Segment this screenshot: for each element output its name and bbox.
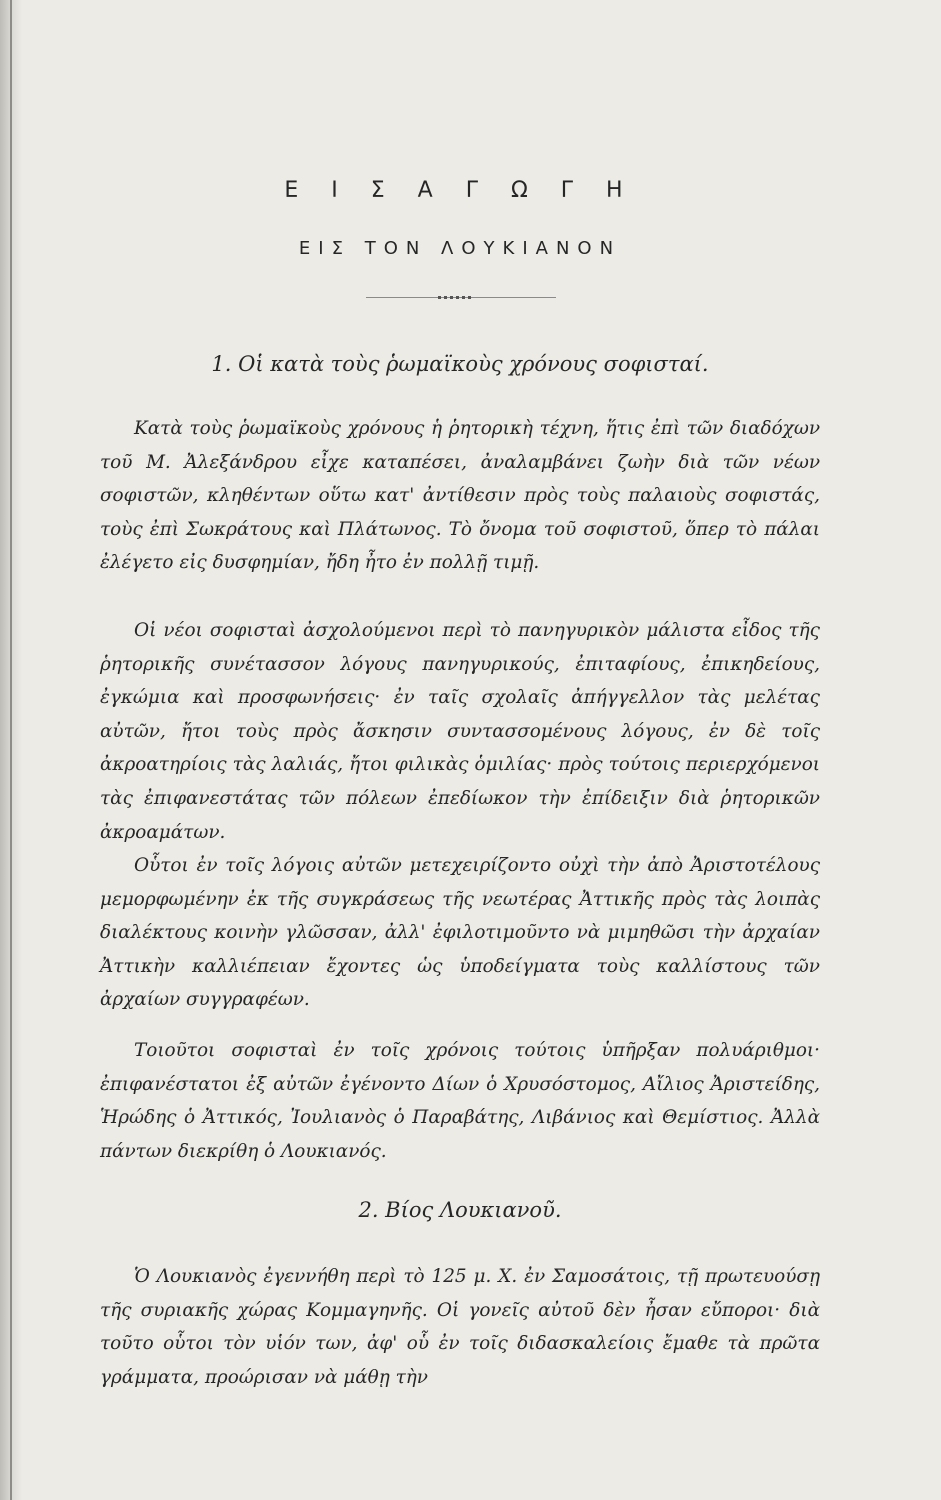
page-subtitle: ΕΙΣ ΤΟΝ ΛΟΥΚΙΑΝΟΝ xyxy=(298,238,622,259)
page-title: Ε Ι Σ Α Γ Ω Γ Η xyxy=(284,178,636,203)
section-1-paragraph-2 xyxy=(100,614,820,849)
paragraph-text: Οὗτοι ἐν τοῖς λόγοις αὐτῶν μετεχειρίζοντο οὐχὶ τὴν ἀπὸ Ἀριστοτέλους μεμορφωμένην ἐκ τῆς συγκράσεως τῆς νεωτέρας Ἀττικῆς πρὸς τὰς λοιπὰς διαλέκτους κοινὴν γλῶσσαν, ἀλλ' ἐφιλοτιμοῦντο νὰ μιμηθῶσι τὴν ἀρχαίαν Ἀττικὴν καλλιέπειαν ἔχοντες ὡς ὑποδείγματα τοὺς καλλίστους τῶν ἀρχαίων συγγραφέων. xyxy=(100,855,820,1011)
paragraph-text: Ὁ Λουκιανὸς ἐγεννήθη περὶ τὸ 125 μ. Χ. ἐν Σαμοσάτοις, τῇ πρωτευούσῃ τῆς συριακῆς χώρας Κομμαγηνῆς. Οἱ γονεῖς αὐτοῦ δὲν ἦσαν εὔποροι· διὰ τοῦτο οὗτοι τὸν υἱόν των, ἀφ' οὗ ἐν τοῖς διδασκαλείοις ἔμαθε τὰ πρῶτα γράμματα, προώρισαν νὰ μάθῃ τὴν xyxy=(100,1266,820,1388)
section-1-heading: 1. Οἱ κατὰ τοὺς ῥωμαϊκοὺς χρόνους σοφισταί. xyxy=(211,352,709,376)
section-1-paragraph-3 xyxy=(100,849,820,1017)
book-page xyxy=(90,0,830,1500)
section-1-paragraph-4 xyxy=(100,1034,820,1168)
page-binding-edge xyxy=(0,0,22,1500)
paragraph-text: Οἱ νέοι σοφισταὶ ἀσχολούμενοι περὶ τὸ πανηγυρικὸν μάλιστα εἶδος τῆς ῥητορικῆς συνέτασσον λόγους πανηγυρικούς, ἐπιταφίους, ἐπικηδείους, ἐγκώμια καὶ προσφωνήσεις· ἐν ταῖς σχολαῖς ἀπήγγελλον τὰς μελέτας αὐτῶν, ἤτοι τοὺς πρὸς ἄσκησιν συντασσομένους λόγους, ἐν δὲ τοῖς ἀκροατηρίοις τὰς λαλιάς, ἤτοι φιλικὰς ὁμιλίας· πρὸς τούτοις περιερχόμενοι τὰς ἐπιφανεστάτας τῶν πόλεων ἐπεδίωκον τὴν ἐπίδειξιν διὰ ῥητορικῶν ἀκροαμάτων. xyxy=(100,620,820,843)
section-2-paragraph-1 xyxy=(100,1260,820,1394)
section-2-heading: 2. Βίος Λουκιανοῦ. xyxy=(358,1198,562,1222)
paragraph-text: Κατὰ τοὺς ῥωμαϊκοὺς χρόνους ἡ ῥητορικὴ τέχνη, ἥτις ἐπὶ τῶν διαδόχων τοῦ Μ. Ἀλεξάνδρου εἶχε καταπέσει, ἀναλαμβάνει ζωὴν διὰ τῶν νέων σοφιστῶν, κληθέντων οὕτω κατ' ἀντίθεσιν πρὸς τοὺς παλαιοὺς σοφιστάς, τοὺς ἐπὶ Σωκράτους καὶ Πλάτωνος. Τὸ ὄνομα τοῦ σοφιστοῦ, ὅπερ τὸ πάλαι ἐλέγετο εἰς δυσφημίαν, ἤδη ἦτο ἐν πολλῇ τιμῇ. xyxy=(100,418,820,574)
title-ornament-divider xyxy=(366,297,556,298)
section-1-paragraph-1 xyxy=(100,412,820,580)
paragraph-text: Τοιοῦτοι σοφισταὶ ἐν τοῖς χρόνοις τούτοις ὑπῆρξαν πολυάριθμοι· ἐπιφανέστατοι ἐξ αὐτῶν ἐγένοντο Δίων ὁ Χρυσόστομος, Αἴλιος Ἀριστείδης, Ἡρώδης ὁ Ἀττικός, Ἰουλιανὸς ὁ Παραβάτης, Λιβάνιος καὶ Θεμίστιος. Ἀλλὰ πάντων διεκρίθη ὁ Λουκιανός. xyxy=(100,1040,820,1162)
